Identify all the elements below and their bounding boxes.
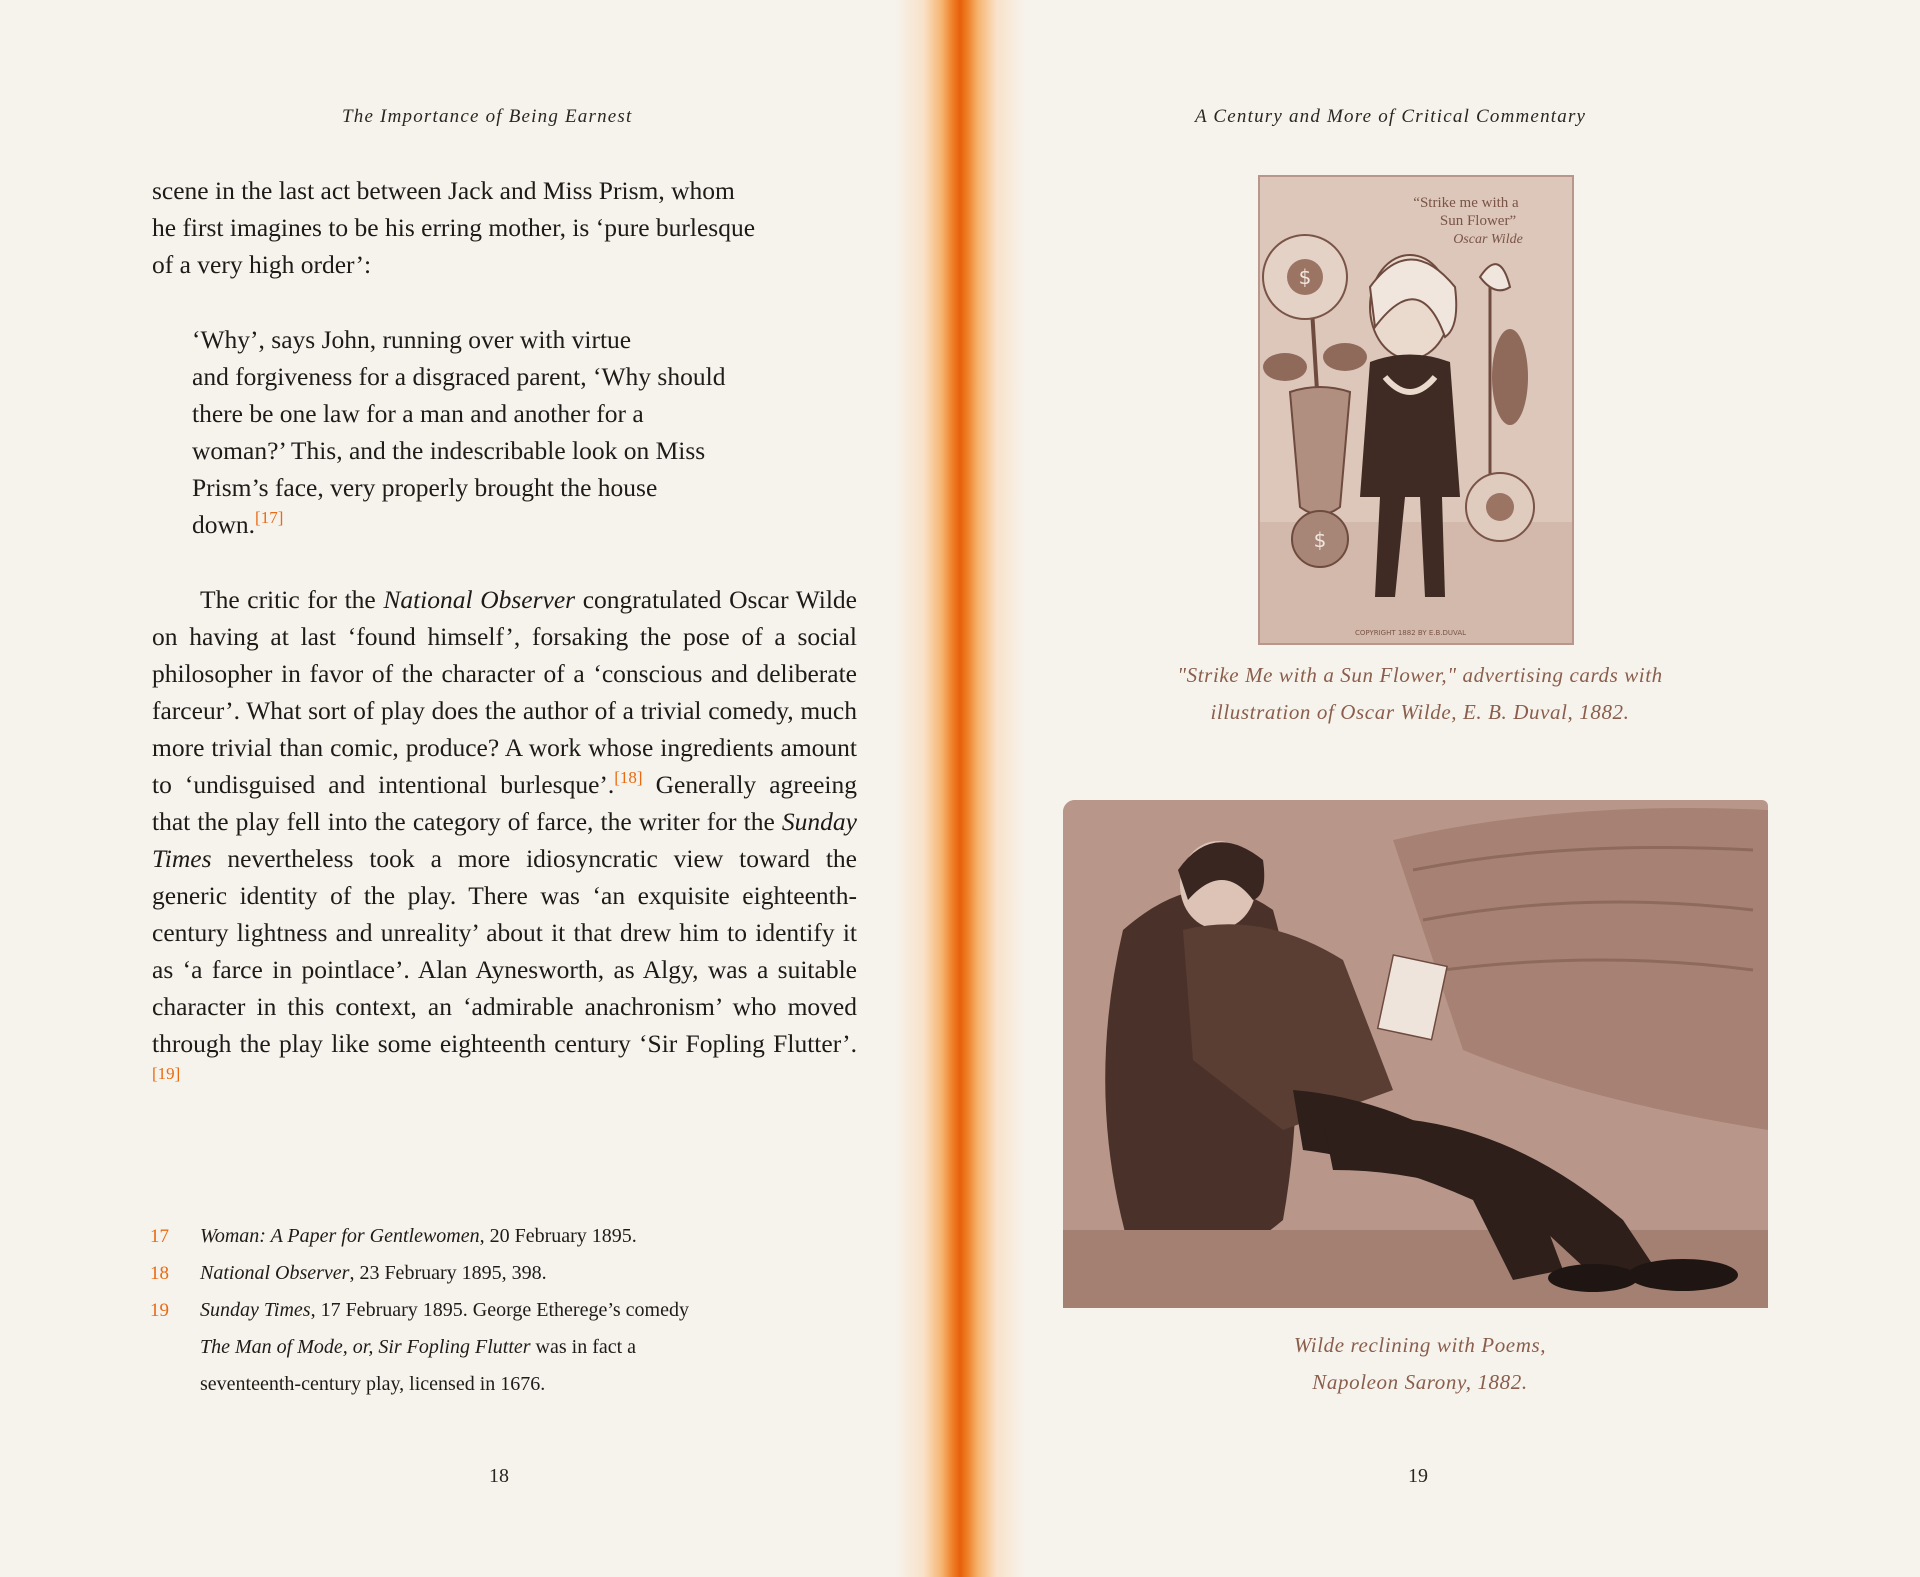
quote-line: ‘Why’, says John, running over with virtue (192, 325, 632, 354)
left-running-head: The Importance of Being Earnest (342, 106, 633, 127)
footnote-17 (150, 1218, 870, 1255)
card-caption-line: Oscar Wilde (1453, 232, 1523, 247)
caption-line: Napoleon Sarony, 1882. (1312, 1370, 1528, 1394)
intro-line: scene in the last act between Jack and Miss Prism, whom (152, 176, 735, 205)
quote-line: woman?’ This, and the indescribable look on Miss (192, 436, 706, 465)
footnote-18 (150, 1255, 870, 1292)
footnote-text: seventeenth-century play, licensed in 1676. (200, 1373, 546, 1395)
sunflower-card-drawing (1260, 177, 1572, 643)
wilde-reclining-photo (1063, 800, 1768, 1308)
quote-line: Prism’s face, very properly brought the house (192, 473, 658, 502)
footnotes (150, 1218, 870, 1403)
caption-line: Wilde reclining with Poems, (1293, 1333, 1547, 1357)
figure1-caption (1080, 657, 1760, 731)
quote-line: down. (192, 510, 256, 539)
small-sunflower-icon (1466, 473, 1534, 541)
text-run: Generally agreeing that the play fell into the category of farce, the writer for the (152, 770, 858, 836)
right-running-head: A Century and More of Critical Commentary (1195, 106, 1587, 127)
footnote-italic: Sunday Times (200, 1299, 311, 1321)
footnote-ref-18[interactable]: [18] (614, 768, 643, 787)
footnote-italic: Woman: A Paper for Gentlewomen (200, 1225, 480, 1247)
sunflower-card-illustration (1258, 175, 1574, 645)
italic-title: Sunday Times (152, 807, 857, 873)
footnote-text: , 20 February 1895. (479, 1225, 637, 1247)
body-paragraph (152, 581, 857, 1099)
footnote-ref-17[interactable]: [17] (255, 508, 284, 527)
text-run: congratulated Oscar Wilde on having at last ‘found himself’, forsaking the pose of a social philosopher in favor of the character of a ‘conscious and deliberate farceur’. What sort of play does the author of a trivial comedy, much more trivial than comic, produce? A work whose ingredients amount to ‘undisguised and intentional burlesque’. (152, 585, 857, 799)
footnote-19 (150, 1292, 870, 1403)
page-number-right: 19 (1408, 1465, 1428, 1487)
footnote-number: 17 (150, 1226, 169, 1247)
footnote-text: , 23 February 1895, 398. (349, 1262, 547, 1284)
footnote-number: 19 (150, 1300, 169, 1321)
svg-text:$: $ (1313, 528, 1327, 552)
page-number-left: 18 (489, 1465, 509, 1487)
footnote-italic: National Observer (200, 1262, 350, 1284)
text-run: nevertheless took a more idiosyncratic view toward the generic identity of the play. There was ‘an exquisite eighteenth-century lightness and unreality’ about it that drew him to identify it as ‘a farce in pointlace’. Alan Aynesworth, as Algy, was a suitable character in this context, an ‘admirable anachronism’ who moved through the play like some eighteenth century ‘Sir Fopling Flutter’. (152, 844, 857, 1058)
footnote-text: , 17 February 1895. George Etherege’s comedy (310, 1299, 689, 1321)
caption-line: illustration of Oscar Wilde, E. B. Duval, 1882. (1210, 700, 1630, 724)
footnote-number: 18 (150, 1263, 169, 1284)
footnote-text: was in fact a (530, 1336, 637, 1358)
quote-line-last (192, 506, 852, 543)
footnote-italic: The Man of Mode, or, Sir Fopling Flutter (200, 1336, 531, 1358)
svg-text:COPYRIGHT 1882 BY E.B.DUVAL: COPYRIGHT 1882 BY E.B.DUVAL (1355, 629, 1467, 637)
quote-line: there be one law for a man and another for a (192, 399, 644, 428)
reclining-photo-drawing (1063, 800, 1768, 1308)
book-gutter (895, 0, 1025, 1577)
caption-line: "Strike Me with a Sun Flower," advertising cards with (1177, 663, 1663, 687)
sunflower-icon (1263, 235, 1347, 319)
intro-paragraph (152, 172, 857, 283)
text-run: The critic for the (200, 585, 384, 614)
italic-title: National Observer (383, 585, 576, 614)
quote-line: and forgiveness for a disgraced parent, ‘Why should (192, 362, 726, 391)
figure2-caption (1180, 1327, 1660, 1401)
intro-line: of a very high order’: (152, 250, 372, 279)
footnote-ref-19[interactable]: [19] (152, 1064, 181, 1083)
svg-text:$: $ (1298, 265, 1312, 289)
card-caption-line: Sun Flower” (1439, 213, 1517, 229)
card-caption-line: “Strike me with a (1413, 195, 1519, 211)
block-quote (192, 321, 852, 543)
intro-line: he first imagines to be his erring mother, is ‘pure burlesque (152, 213, 756, 242)
